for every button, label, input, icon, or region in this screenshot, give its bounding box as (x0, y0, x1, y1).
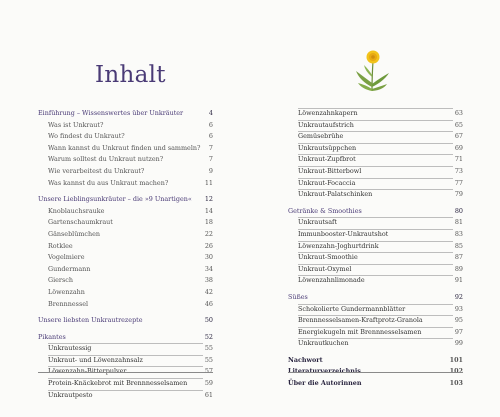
toc-section-entry-title: Pikantes (38, 332, 66, 341)
toc-entry-title: Rotklee (48, 241, 73, 250)
toc-entry-page-number: 71 (454, 155, 463, 164)
toc-entry[interactable] (38, 120, 213, 132)
toc-section-entry-page-number: 101 (449, 355, 463, 364)
toc-section-entry[interactable] (288, 355, 463, 367)
toc-entry[interactable] (288, 143, 463, 155)
page-title: Inhalt (95, 62, 166, 88)
toc-section-entry[interactable] (38, 194, 213, 206)
toc-entry-page-number: 59 (204, 379, 213, 388)
toc-entry[interactable] (288, 315, 463, 327)
toc-entry[interactable] (288, 189, 463, 201)
toc-entry-page-number: 85 (454, 241, 463, 250)
toc-entry[interactable] (288, 108, 463, 120)
toc-entry[interactable] (288, 252, 463, 264)
toc-section-entry-page-number: 102 (449, 367, 463, 376)
toc-entry-title: Unkraut-Palatschinken (298, 190, 373, 199)
toc-entry-title: Was ist Unkraut? (48, 120, 104, 129)
toc-entry-page-number: 57 (204, 367, 213, 376)
toc-entry-title: Giersch (48, 276, 73, 285)
toc-entry-page-number: 93 (454, 304, 463, 313)
toc-entry[interactable] (288, 264, 463, 276)
toc-section-entry-page-number: 4 (208, 109, 213, 117)
toc-entry-title: Gundermann (48, 264, 91, 273)
toc-entry[interactable] (38, 166, 213, 178)
toc-entry-title: Unkraut-Focaccia (298, 178, 356, 187)
toc-entry-title: Vogelmiere (48, 253, 85, 262)
toc-section-entry[interactable] (38, 315, 213, 327)
toc-entry[interactable] (288, 327, 463, 339)
toc-entry[interactable] (288, 154, 463, 166)
toc-section-entry-title: Einführung – Wissenswertes über Unkräuter (38, 109, 184, 117)
toc-entry[interactable] (288, 241, 463, 253)
toc-right-column (288, 108, 463, 390)
toc-entry-page-number: 26 (204, 241, 213, 250)
toc-entry-page-number: 9 (208, 166, 213, 175)
toc-entry[interactable] (288, 338, 463, 350)
toc-entry-page-number: 91 (454, 276, 463, 285)
toc-entry-page-number: 6 (208, 120, 213, 129)
toc-section-entry-page-number: 103 (449, 379, 463, 388)
toc-entry-title: Unkraut-Smoothie (298, 253, 358, 262)
toc-section-entry-page-number: 50 (204, 316, 213, 325)
toc-entry-title: Löwenzahn-Bitterpulver (48, 367, 127, 376)
toc-entry[interactable] (38, 343, 213, 355)
toc-entry-page-number: 34 (204, 264, 213, 273)
toc-section-entry[interactable] (288, 292, 463, 304)
toc-entry-title: Unkrautessig (48, 344, 92, 353)
toc-entry-title: Löwenzahn (48, 287, 85, 296)
toc-entry-title: Wie verarbeitest du Unkraut? (48, 166, 145, 175)
toc-entry-page-number: 63 (454, 109, 463, 117)
toc-entry[interactable] (38, 252, 213, 264)
toc-section-entry[interactable] (288, 206, 463, 218)
toc-entry[interactable] (288, 304, 463, 316)
toc-entry[interactable] (38, 154, 213, 166)
toc-entry-page-number: 69 (454, 143, 463, 152)
toc-section-entry[interactable] (288, 378, 463, 390)
toc-entry[interactable] (38, 143, 213, 155)
toc-section-entry-title: Unsere liebsten Unkrautrezepte (38, 316, 143, 325)
toc-section-entry-page-number: 92 (454, 292, 463, 301)
toc-entry-page-number: 7 (208, 155, 213, 164)
toc-section-entry-title: Nachwort (288, 355, 323, 364)
toc-entry-page-number: 38 (204, 276, 213, 285)
toc-entry-title: Energiekugeln mit Brennnesselsamen (298, 327, 422, 336)
toc-entry-title: Was kannst du aus Unkraut machen? (48, 178, 169, 187)
toc-entry-page-number: 30 (204, 253, 213, 262)
toc-entry[interactable] (38, 378, 213, 390)
toc-entry-title: Unkraut-Oxymel (298, 264, 352, 273)
toc-entry[interactable] (38, 178, 213, 190)
toc-entry-page-number: 99 (454, 339, 463, 348)
toc-entry-title: Protein-Knäckebrot mit Brennnesselsamen (48, 379, 188, 388)
toc-section-entry-page-number: 52 (204, 332, 213, 341)
toc-entry[interactable] (38, 131, 213, 143)
toc-entry[interactable] (38, 275, 213, 287)
toc-entry-page-number: 73 (454, 166, 463, 175)
toc-section-entry[interactable] (38, 108, 213, 120)
toc-entry-page-number: 11 (204, 178, 213, 187)
toc-entry-page-number: 79 (454, 190, 463, 199)
toc-entry[interactable] (288, 131, 463, 143)
toc-entry-title: Unkrautpesto (48, 390, 93, 399)
toc-entry-page-number: 6 (208, 132, 213, 141)
toc-section-entry-title: Getränke & Smoothies (288, 206, 362, 215)
toc-entry[interactable] (38, 229, 213, 241)
toc-entry-title: Unkraut-Zupfbrot (298, 155, 356, 164)
toc-entry[interactable] (38, 355, 213, 367)
toc-entry-page-number: 81 (454, 218, 463, 227)
toc-entry[interactable] (288, 166, 463, 178)
bottom-rule-right (288, 372, 463, 373)
toc-entry-page-number: 18 (204, 218, 213, 227)
bottom-rule-left (38, 372, 213, 373)
toc-entry-title: Knoblauchsrauke (48, 206, 105, 215)
toc-entry[interactable] (38, 241, 213, 253)
toc-section-entry-title: Unsere Lieblingsunkräuter – die »9 Unartigen« (38, 195, 192, 204)
dandelion-icon (352, 47, 392, 95)
toc-entry-title: Unkrautaufstrich (298, 120, 354, 129)
toc-entry[interactable] (38, 390, 213, 402)
toc-entry-page-number: 89 (454, 264, 463, 273)
toc-section-entry-page-number: 12 (204, 195, 213, 204)
toc-entry-title: Löwenzahnkapern (298, 109, 358, 117)
toc-entry[interactable] (288, 275, 463, 287)
toc-entry-page-number: 83 (454, 229, 463, 238)
toc-entry-page-number: 65 (454, 120, 463, 129)
toc-entry-title: Gänseblümchen (48, 229, 100, 238)
toc-entry[interactable] (288, 178, 463, 190)
toc-entry-title: Unkraut-Bitterbowl (298, 166, 362, 175)
toc-entry-title: Brennnessel (48, 299, 89, 308)
toc-entry[interactable] (288, 120, 463, 132)
toc-section-entry-page-number: 80 (454, 206, 463, 215)
toc-section-entry-title: Über die Autorinnen (288, 379, 362, 388)
toc-entry-title: Schokolierte Gundermannblätter (298, 304, 406, 313)
toc-entry[interactable] (38, 287, 213, 299)
toc-entry-page-number: 55 (204, 355, 213, 364)
toc-entry[interactable] (288, 217, 463, 229)
toc-entry-title: Unkrautsüppchen (298, 143, 357, 152)
toc-entry-title: Brennnesselsamen-Kraftprotz-Granola (298, 316, 423, 325)
toc-entry-page-number: 14 (204, 206, 213, 215)
toc-section-entry-title: Süßes (288, 292, 308, 301)
toc-entry-title: Immunbooster-Unkrautshot (298, 229, 389, 238)
toc-entry[interactable] (288, 229, 463, 241)
toc-section-entry[interactable] (38, 332, 213, 344)
toc-entry-page-number: 7 (208, 143, 213, 152)
toc-entry-title: Gartenschaumkraut (48, 218, 113, 227)
toc-entry[interactable] (38, 217, 213, 229)
toc-entry-title: Löwenzahnlimonade (298, 276, 365, 285)
toc-entry-title: Wann kannst du Unkraut finden und sammeln? (48, 143, 201, 152)
toc-entry-page-number: 67 (454, 132, 463, 141)
toc-entry-page-number: 77 (454, 178, 463, 187)
toc-entry[interactable] (38, 264, 213, 276)
toc-entry[interactable] (38, 206, 213, 218)
toc-entry-page-number: 95 (454, 316, 463, 325)
toc-entry-page-number: 55 (204, 344, 213, 353)
toc-left-column (38, 108, 213, 401)
toc-entry-page-number: 97 (454, 327, 463, 336)
toc-entry-title: Gemüsebrühe (298, 132, 344, 141)
toc-entry-page-number: 61 (204, 390, 213, 399)
toc-entry-page-number: 42 (204, 287, 213, 296)
toc-entry-page-number: 22 (204, 229, 213, 238)
toc-entry-title: Löwenzahn-Joghurtdrink (298, 241, 379, 250)
toc-entry-title: Unkraut- und Löwenzahnsalz (48, 355, 143, 364)
toc-entry-title: Unkrautkuchen (298, 339, 349, 348)
toc-entry-title: Wo findest du Unkraut? (48, 132, 125, 141)
toc-entry[interactable] (38, 299, 213, 311)
toc-entry-page-number: 46 (204, 299, 213, 308)
toc-entry-title: Unkrautsaft (298, 218, 337, 227)
toc-entry-title: Warum solltest du Unkraut nutzen? (48, 155, 164, 164)
toc-entry-page-number: 87 (454, 253, 463, 262)
toc-section-entry-title: Literaturverzeichnis (288, 367, 361, 376)
